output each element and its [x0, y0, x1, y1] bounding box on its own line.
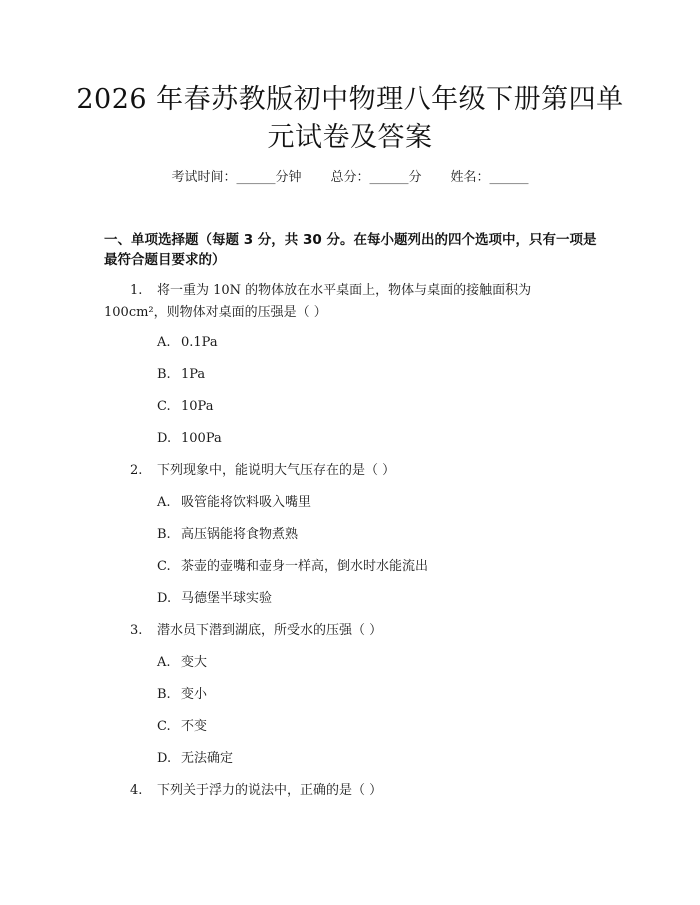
- total-score-blank: ______: [369, 170, 409, 185]
- option-text: 高压锅能将食物煮熟: [181, 527, 299, 542]
- name-label: 姓名：: [450, 170, 490, 185]
- option-letter: B.: [157, 367, 171, 382]
- question-2-option-b: [157, 525, 298, 545]
- document-title-line-1: 2026 年春苏教版初中物理八年级下册第四单: [76, 84, 624, 115]
- question-3-option-a: [157, 653, 207, 673]
- question-2-number: 2.: [130, 463, 143, 478]
- question-4-number: 4.: [130, 783, 143, 798]
- option-text: 吸管能将饮料吸入嘴里: [181, 495, 312, 510]
- question-3-number: 3.: [130, 623, 143, 638]
- option-letter: C.: [157, 559, 171, 574]
- option-text: 马德堡半球实验: [181, 591, 273, 606]
- option-text: 1Pa: [181, 367, 206, 382]
- option-letter: D.: [157, 751, 172, 766]
- option-letter: A.: [157, 655, 171, 670]
- question-1-option-d: [157, 429, 222, 449]
- option-letter: A.: [157, 495, 171, 510]
- question-2-option-a: [157, 493, 311, 513]
- question-3-option-c: [157, 717, 207, 737]
- exam-time-unit: 分钟: [275, 170, 302, 185]
- document-title-line-2: 元试卷及答案: [267, 122, 433, 153]
- option-text: 无法确定: [181, 751, 234, 766]
- question-4-stem: 下列关于浮力的说法中，正确的是（ ）: [157, 783, 383, 798]
- option-text: 变小: [181, 687, 208, 702]
- question-2-option-d: [157, 589, 272, 609]
- question-3-option-b: [157, 685, 207, 705]
- option-letter: B.: [157, 687, 171, 702]
- question-1-stem-line-2: 100cm²，则物体对桌面的压强是（ ）: [104, 305, 327, 320]
- question-1-option-b: [157, 365, 205, 385]
- exam-time-blank: ______: [236, 170, 276, 185]
- option-text: 茶壶的壶嘴和壶身一样高，倒水时水能流出: [181, 559, 429, 574]
- question-2-option-c: [157, 557, 428, 577]
- question-1-number: 1.: [130, 283, 143, 298]
- option-text: 变大: [181, 655, 208, 670]
- option-text: 10Pa: [181, 399, 214, 414]
- total-score-unit: 分: [408, 170, 422, 185]
- question-1-option-a: [157, 333, 218, 353]
- section-heading-line-1: 一、单项选择题（每题 3 分，共 30 分。在每小题列出的四个选项中，只有一项是: [104, 232, 597, 248]
- total-score-label: 总分：: [330, 170, 370, 185]
- question-1-stem-line-1: 将一重为 10N 的物体放在水平桌面上，物体与桌面的接触面积为: [157, 283, 532, 298]
- option-letter: D.: [157, 431, 172, 446]
- question-1-option-c: [157, 397, 213, 417]
- exam-info-line: [0, 169, 700, 187]
- option-text: 100Pa: [181, 431, 222, 446]
- option-letter: C.: [157, 719, 171, 734]
- option-text: 不变: [181, 719, 208, 734]
- option-letter: B.: [157, 527, 171, 542]
- option-letter: C.: [157, 399, 171, 414]
- question-3-option-d: [157, 749, 233, 769]
- exam-time-label: 考试时间：: [171, 170, 237, 185]
- option-letter: A.: [157, 335, 171, 350]
- option-text: 0.1Pa: [181, 335, 218, 350]
- question-2-stem: 下列现象中，能说明大气压存在的是（ ）: [157, 463, 396, 478]
- name-blank: ______: [489, 170, 529, 185]
- option-letter: D.: [157, 591, 172, 606]
- section-heading-line-2: 最符合题目要求的）: [104, 252, 226, 268]
- question-3-stem: 潜水员下潜到湖底，所受水的压强（ ）: [157, 623, 383, 638]
